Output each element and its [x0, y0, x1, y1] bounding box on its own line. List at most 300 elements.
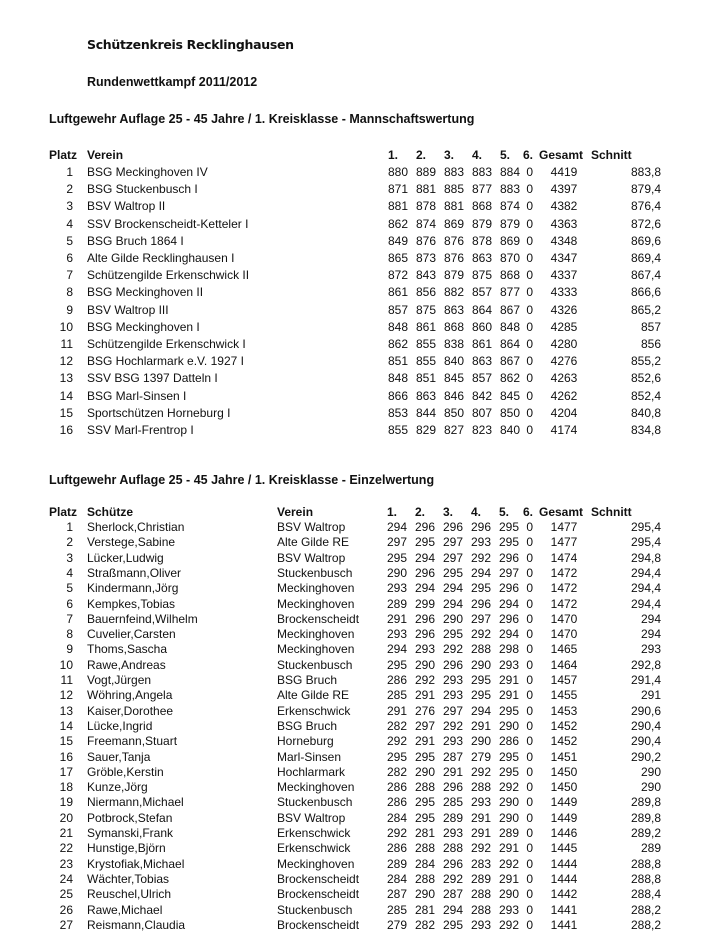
round-score-cell: 293	[442, 673, 463, 687]
round-score-cell: 848	[387, 319, 408, 334]
round-score-cell: 286	[386, 795, 407, 810]
round-score-cell: 279	[470, 749, 491, 764]
total-cell: 4204	[550, 405, 578, 420]
total-cell: 1449	[550, 795, 578, 810]
column-header: 5.	[499, 505, 510, 519]
round-score-cell: 292	[442, 642, 463, 657]
round-score-cell: 0	[526, 182, 533, 197]
round-score-cell: 878	[471, 233, 492, 248]
rank-cell: 25	[59, 887, 73, 902]
average-cell: 294	[640, 611, 661, 626]
club-cell: Erkenschwick	[277, 703, 351, 718]
round-score-cell: 829	[415, 423, 436, 437]
round-score-cell: 863	[415, 388, 436, 403]
rank-cell: 8	[66, 285, 73, 300]
round-score-cell: 845	[443, 371, 464, 386]
total-cell: 1450	[550, 780, 578, 795]
rank-cell: 21	[59, 826, 73, 840]
rank-cell: 4	[66, 565, 73, 580]
round-score-cell: 289	[442, 810, 463, 825]
round-score-cell: 850	[499, 405, 520, 420]
round-score-cell: 0	[526, 199, 533, 214]
round-score-cell: 287	[442, 887, 463, 902]
rank-cell: 22	[59, 841, 73, 856]
rank-cell: 13	[59, 703, 73, 718]
total-cell: 1465	[550, 642, 578, 657]
round-score-cell: 292	[470, 764, 491, 779]
average-cell: 290	[640, 780, 661, 795]
round-score-cell: 873	[415, 251, 436, 265]
average-cell: 867,4	[630, 268, 661, 283]
round-score-cell: 294	[386, 642, 407, 657]
average-cell: 869,6	[630, 233, 661, 248]
round-score-cell: 851	[415, 371, 436, 386]
total-cell: 4285	[550, 319, 578, 334]
round-score-cell: 849	[387, 233, 408, 248]
column-header: 5.	[500, 148, 511, 162]
round-score-cell: 0	[526, 611, 533, 626]
round-score-cell: 293	[442, 688, 463, 703]
round-score-cell: 291	[386, 703, 407, 718]
round-score-cell: 299	[414, 596, 435, 611]
round-score-cell: 290	[498, 795, 519, 810]
round-score-cell: 0	[526, 642, 533, 657]
round-score-cell: 295	[498, 535, 519, 550]
club-cell: Alte Gilde RE	[277, 535, 350, 550]
club-cell: Stuckenbusch	[277, 902, 353, 917]
round-score-cell: 288	[414, 871, 435, 886]
round-score-cell: 0	[526, 749, 533, 764]
average-cell: 293	[640, 642, 661, 657]
shooter-name-cell: Rawe,Andreas	[87, 657, 166, 672]
round-score-cell: 0	[526, 165, 533, 179]
average-cell: 288,4	[630, 887, 661, 902]
club-cell: SSV Brockenscheidt-Ketteler I	[87, 216, 249, 231]
club-cell: Meckinghoven	[277, 780, 355, 795]
rank-cell: 1	[66, 165, 73, 179]
round-score-cell: 288	[414, 780, 435, 795]
round-score-cell: 292	[498, 917, 519, 932]
round-score-cell: 291	[414, 688, 435, 703]
round-score-cell: 290	[414, 764, 435, 779]
rank-cell: 9	[66, 642, 73, 657]
round-score-cell: 295	[470, 673, 491, 687]
column-header: Schnitt	[591, 505, 632, 519]
rank-cell: 5	[66, 233, 73, 248]
column-header: 1.	[388, 148, 399, 162]
round-score-cell: 289	[498, 826, 519, 840]
round-score-cell: 876	[443, 251, 464, 265]
column-header: Platz	[49, 148, 78, 162]
club-cell: Marl-Sinsen	[277, 749, 342, 764]
club-cell: BSG Meckinghoven IV	[87, 165, 208, 179]
rank-cell: 17	[59, 764, 73, 779]
club-cell: Erkenschwick	[277, 826, 351, 840]
round-score-cell: 807	[471, 405, 492, 420]
round-score-cell: 874	[499, 199, 520, 214]
average-cell: 289,8	[630, 795, 661, 810]
rank-cell: 1	[66, 520, 73, 534]
round-score-cell: 0	[526, 673, 533, 687]
round-score-cell: 291	[414, 734, 435, 749]
round-score-cell: 296	[414, 565, 435, 580]
average-cell: 866,6	[630, 285, 661, 300]
round-score-cell: 291	[498, 841, 519, 856]
round-score-cell: 864	[499, 337, 520, 351]
round-score-cell: 286	[386, 780, 407, 795]
round-score-cell: 0	[526, 657, 533, 672]
round-score-cell: 881	[387, 199, 408, 214]
round-score-cell: 294	[414, 550, 435, 565]
round-score-cell: 857	[471, 371, 492, 386]
round-score-cell: 289	[386, 856, 407, 871]
round-score-cell: 296	[498, 550, 519, 565]
total-cell: 1455	[550, 688, 578, 703]
round-score-cell: 0	[526, 268, 533, 283]
column-header: 6.	[523, 505, 534, 519]
round-score-cell: 0	[526, 520, 533, 534]
total-cell: 1477	[550, 535, 578, 550]
round-score-cell: 862	[387, 216, 408, 231]
round-score-cell: 0	[526, 535, 533, 550]
average-cell: 294	[640, 627, 661, 642]
round-score-cell: 288	[470, 780, 491, 795]
round-score-cell: 292	[470, 550, 491, 565]
club-cell: SSV BSG 1397 Datteln I	[87, 371, 218, 386]
average-cell: 290,6	[630, 703, 661, 718]
club-cell: BSG Meckinghoven II	[87, 285, 204, 300]
round-score-cell: 295	[442, 917, 463, 932]
club-cell: BSG Bruch	[277, 673, 338, 687]
round-score-cell: 0	[526, 734, 533, 749]
club-cell: BSV Waltrop	[277, 810, 346, 825]
rank-cell: 14	[59, 388, 73, 403]
round-score-cell: 282	[386, 718, 407, 733]
round-score-cell: 294	[386, 520, 407, 534]
round-score-cell: 0	[526, 826, 533, 840]
round-score-cell: 292	[498, 856, 519, 871]
round-score-cell: 295	[442, 565, 463, 580]
round-score-cell: 297	[498, 565, 519, 580]
round-score-cell: 283	[470, 856, 491, 871]
club-cell: Horneburg	[277, 734, 334, 749]
total-cell: 4348	[550, 233, 578, 248]
rank-cell: 6	[66, 251, 73, 265]
round-score-cell: 288	[470, 887, 491, 902]
round-score-cell: 289	[386, 596, 407, 611]
round-score-cell: 294	[442, 581, 463, 596]
average-cell: 289,8	[630, 810, 661, 825]
round-score-cell: 291	[442, 764, 463, 779]
shooter-name-cell: Vogt,Jürgen	[87, 673, 152, 687]
round-score-cell: 288	[414, 841, 435, 856]
round-score-cell: 296	[470, 520, 491, 534]
round-score-cell: 869	[499, 233, 520, 248]
shooter-name-cell: Krystofiak,Michael	[87, 856, 185, 871]
round-score-cell: 850	[443, 405, 464, 420]
rank-cell: 7	[66, 268, 73, 283]
average-cell: 883,8	[630, 165, 661, 179]
organization-title: Schützenkreis Recklinghausen	[87, 37, 294, 52]
rank-cell: 11	[60, 673, 73, 687]
round-score-cell: 296	[498, 611, 519, 626]
round-score-cell: 296	[498, 581, 519, 596]
average-cell: 290,2	[630, 749, 661, 764]
round-score-cell: 295	[414, 810, 435, 825]
rank-cell: 11	[60, 337, 73, 351]
round-score-cell: 885	[443, 182, 464, 197]
average-cell: 288,2	[630, 917, 661, 932]
shooter-name-cell: Sherlock,Christian	[87, 520, 185, 534]
column-header: Gesamt	[539, 505, 584, 519]
shooter-name-cell: Kempkes,Tobias	[87, 596, 176, 611]
club-cell: Stuckenbusch	[277, 795, 353, 810]
club-cell: Schützengilde Erkenschwick II	[87, 268, 250, 283]
round-score-cell: 856	[415, 285, 436, 300]
round-score-cell: 0	[526, 917, 533, 932]
round-score-cell: 863	[471, 354, 492, 369]
total-cell: 1457	[550, 673, 578, 687]
average-cell: 852,4	[630, 388, 661, 403]
column-header: Schnitt	[591, 148, 632, 162]
round-score-cell: 292	[414, 673, 435, 687]
column-header: 3.	[443, 505, 454, 519]
total-cell: 1441	[550, 902, 578, 917]
club-cell: Alte Gilde Recklinghausen I	[87, 251, 235, 265]
round-score-cell: 295	[442, 627, 463, 642]
round-score-cell: 290	[470, 657, 491, 672]
average-cell: 291,4	[630, 673, 661, 687]
round-score-cell: 0	[526, 423, 533, 437]
average-cell: 290,4	[630, 734, 661, 749]
column-header: 2.	[416, 148, 427, 162]
rank-cell: 2	[66, 535, 73, 550]
round-score-cell: 287	[386, 887, 407, 902]
rank-cell: 16	[59, 749, 73, 764]
round-score-cell: 0	[526, 810, 533, 825]
round-score-cell: 0	[526, 887, 533, 902]
round-score-cell: 291	[470, 718, 491, 733]
average-cell: 291	[640, 688, 661, 703]
round-score-cell: 293	[386, 581, 407, 596]
rank-cell: 4	[66, 216, 73, 231]
round-score-cell: 855	[415, 354, 436, 369]
total-cell: 4397	[550, 182, 578, 197]
column-header: 3.	[444, 148, 455, 162]
column-header: 4.	[472, 148, 483, 162]
total-cell: 4337	[550, 268, 578, 283]
club-cell: Brockenscheidt	[277, 611, 360, 626]
round-score-cell: 288	[470, 902, 491, 917]
total-cell: 1470	[550, 611, 578, 626]
competition-title: Rundenwettkampf 2011/2012	[87, 75, 258, 89]
round-score-cell: 872	[387, 268, 408, 283]
rank-cell: 24	[59, 871, 73, 886]
round-score-cell: 844	[415, 405, 436, 420]
shooter-name-cell: Symanski,Frank	[87, 826, 174, 840]
total-cell: 1477	[550, 520, 578, 534]
round-score-cell: 295	[386, 749, 407, 764]
round-score-cell: 863	[471, 251, 492, 265]
round-score-cell: 293	[414, 642, 435, 657]
round-score-cell: 285	[386, 902, 407, 917]
round-score-cell: 838	[443, 337, 464, 351]
round-score-cell: 286	[498, 734, 519, 749]
average-cell: 865,2	[630, 302, 661, 317]
round-score-cell: 288	[470, 642, 491, 657]
round-score-cell: 287	[442, 749, 463, 764]
round-score-cell: 855	[415, 337, 436, 351]
total-cell: 1472	[550, 596, 578, 611]
average-cell: 856	[640, 337, 661, 351]
round-score-cell: 0	[526, 581, 533, 596]
rank-cell: 16	[59, 423, 73, 437]
shooter-name-cell: Wächter,Tobias	[87, 871, 170, 886]
individual-section-title: Luftgewehr Auflage 25 - 45 Jahre / 1. Kreisklasse - Einzelwertung	[49, 473, 435, 487]
round-score-cell: 296	[414, 520, 435, 534]
rank-cell: 12	[59, 688, 73, 703]
team-section-title: Luftgewehr Auflage 25 - 45 Jahre / 1. Kreisklasse - Mannschaftswertung	[49, 112, 475, 126]
round-score-cell: 0	[526, 596, 533, 611]
round-score-cell: 293	[386, 627, 407, 642]
round-score-cell: 293	[498, 657, 519, 672]
column-header: Verein	[87, 148, 124, 162]
rank-cell: 5	[66, 581, 73, 596]
round-score-cell: 292	[442, 718, 463, 733]
round-score-cell: 865	[387, 251, 408, 265]
total-cell: 1450	[550, 764, 578, 779]
club-cell: BSG Hochlarmark e.V. 1927 I	[87, 354, 244, 369]
club-cell: Meckinghoven	[277, 596, 355, 611]
round-score-cell: 279	[386, 917, 407, 932]
round-score-cell: 0	[526, 337, 533, 351]
total-cell: 1470	[550, 627, 578, 642]
club-cell: Meckinghoven	[277, 642, 355, 657]
shooter-name-cell: Gröble,Kerstin	[87, 764, 164, 779]
round-score-cell: 0	[526, 285, 533, 300]
total-cell: 4326	[550, 302, 578, 317]
round-score-cell: 295	[498, 764, 519, 779]
round-score-cell: 857	[471, 285, 492, 300]
round-score-cell: 857	[387, 302, 408, 317]
average-cell: 294,8	[630, 550, 661, 565]
round-score-cell: 284	[386, 810, 407, 825]
round-score-cell: 294	[442, 596, 463, 611]
average-cell: 290	[640, 764, 661, 779]
rank-cell: 12	[59, 354, 73, 369]
round-score-cell: 298	[498, 642, 519, 657]
club-cell: BSV Waltrop III	[87, 302, 169, 317]
round-score-cell: 0	[526, 902, 533, 917]
round-score-cell: 293	[470, 795, 491, 810]
round-score-cell: 869	[443, 216, 464, 231]
round-score-cell: 291	[386, 611, 407, 626]
average-cell: 879,4	[630, 182, 661, 197]
round-score-cell: 861	[471, 337, 492, 351]
rank-cell: 15	[59, 734, 73, 749]
round-score-cell: 853	[387, 405, 408, 420]
round-score-cell: 295	[414, 535, 435, 550]
shooter-name-cell: Potbrock,Stefan	[87, 810, 173, 825]
round-score-cell: 297	[386, 535, 407, 550]
total-cell: 1451	[550, 749, 578, 764]
round-score-cell: 296	[414, 611, 435, 626]
round-score-cell: 292	[498, 780, 519, 795]
round-score-cell: 293	[470, 917, 491, 932]
round-score-cell: 296	[442, 520, 463, 534]
round-score-cell: 0	[526, 841, 533, 856]
rank-cell: 27	[59, 917, 73, 932]
round-score-cell: 827	[443, 423, 464, 437]
round-score-cell: 295	[386, 657, 407, 672]
round-score-cell: 0	[526, 718, 533, 733]
round-score-cell: 293	[442, 734, 463, 749]
total-cell: 1472	[550, 581, 578, 596]
round-score-cell: 284	[414, 856, 435, 871]
round-score-cell: 297	[414, 718, 435, 733]
round-score-cell: 855	[387, 423, 408, 437]
club-cell: BSV Waltrop II	[87, 199, 166, 214]
rank-cell: 26	[59, 902, 73, 917]
shooter-name-cell: Rawe,Michael	[87, 902, 163, 917]
round-score-cell: 0	[526, 233, 533, 248]
round-score-cell: 862	[499, 371, 520, 386]
total-cell: 1474	[550, 550, 578, 565]
round-score-cell: 291	[470, 810, 491, 825]
rank-cell: 2	[66, 182, 73, 197]
shooter-name-cell: Niermann,Michael	[87, 795, 184, 810]
round-score-cell: 293	[498, 902, 519, 917]
rank-cell: 18	[59, 780, 73, 795]
round-score-cell: 0	[526, 764, 533, 779]
round-score-cell: 286	[386, 841, 407, 856]
round-score-cell: 879	[443, 268, 464, 283]
round-score-cell: 295	[498, 749, 519, 764]
round-score-cell: 883	[471, 165, 492, 179]
round-score-cell: 0	[526, 405, 533, 420]
shooter-name-cell: Cuvelier,Carsten	[87, 627, 176, 642]
round-score-cell: 867	[499, 354, 520, 369]
club-cell: BSG Meckinghoven I	[87, 319, 200, 334]
average-cell: 857	[640, 319, 661, 334]
average-cell: 290,4	[630, 718, 661, 733]
club-cell: Meckinghoven	[277, 856, 355, 871]
round-score-cell: 866	[387, 388, 408, 403]
round-score-cell: 0	[526, 388, 533, 403]
rank-cell: 20	[59, 810, 73, 825]
round-score-cell: 0	[526, 627, 533, 642]
round-score-cell: 868	[471, 199, 492, 214]
total-cell: 1441	[550, 917, 578, 932]
club-cell: BSV Waltrop	[277, 520, 346, 534]
round-score-cell: 295	[414, 795, 435, 810]
round-score-cell: 0	[526, 703, 533, 718]
column-header: 1.	[387, 505, 398, 519]
shooter-name-cell: Thoms,Sascha	[87, 642, 168, 657]
average-cell: 295,4	[630, 535, 661, 550]
shooter-name-cell: Straßmann,Oliver	[87, 565, 182, 580]
total-cell: 4382	[550, 199, 578, 214]
round-score-cell: 880	[387, 165, 408, 179]
round-score-cell: 863	[443, 302, 464, 317]
total-cell: 1464	[550, 657, 578, 672]
round-score-cell: 295	[470, 688, 491, 703]
round-score-cell: 292	[442, 871, 463, 886]
club-cell: Brockenscheidt	[277, 917, 360, 932]
round-score-cell: 881	[415, 182, 436, 197]
round-score-cell: 0	[526, 371, 533, 386]
club-cell: Brockenscheidt	[277, 871, 360, 886]
